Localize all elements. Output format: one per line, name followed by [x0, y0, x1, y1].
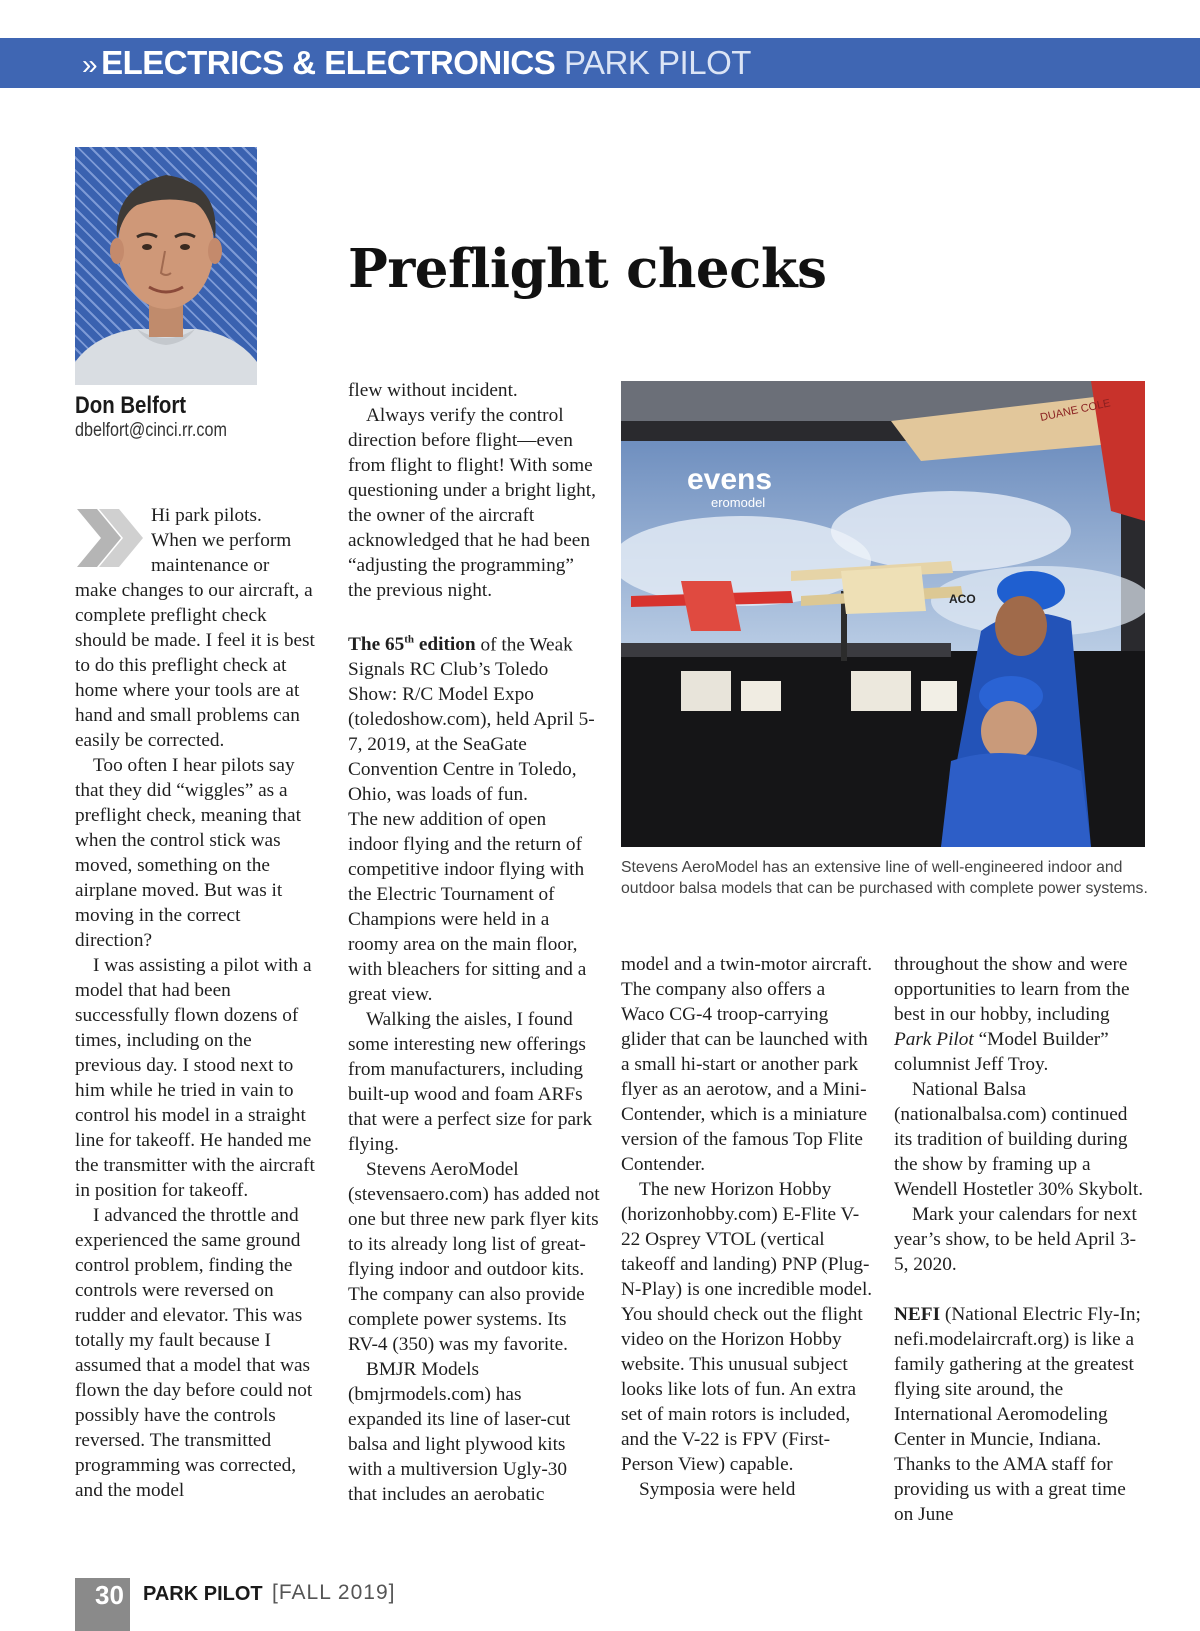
- author-photo: [75, 147, 257, 385]
- paragraph: Walking the aisles, I found some interesting new offerings from manufacturers, including built-up wood and foam ARFs that were a perfect size for park flying.: [348, 1009, 593, 1156]
- paragraph: National Balsa (nationalbalsa.com) continued its tradition of building during the show by framing up a Wendell Hostetler 30% Skybolt.: [894, 1079, 1144, 1200]
- paragraph: NEFI (National Electric Fly-In; nefi.modelaircraft.org) is like a family gathering at the greatest flying site around, the International Aeromodeling Center in Muncie, Indiana. Thanks to the AMA staff for providing us with a great time on June: [894, 1304, 1141, 1525]
- chevron-icon: »: [82, 49, 98, 80]
- paragraph: Hi park pilots.: [151, 505, 262, 526]
- paragraph: BMJR Models (bmjrmodels.com) has expanded its line of laser-cut balsa and light plywood kits with a multiversion Ugly-30 that includes an aerobatic: [348, 1359, 571, 1506]
- booth-illustration: [621, 381, 1145, 847]
- trade-show-photo: [621, 381, 1145, 847]
- column-1: [75, 503, 320, 1503]
- paragraph: When we perform: [151, 530, 292, 551]
- paragraph: maintenance or: [151, 555, 270, 576]
- paragraph: I was assisting a pilot with a model that had been successfully flown dozens of times, including on the previous day. I stood next to him while he tried in vain to control his model in a straight line for takeoff. He handed me the transmitter with the aircraft in position for takeoff.: [75, 955, 315, 1201]
- wing-text: DUANE COLE: [1039, 397, 1112, 424]
- italic-publication: Park Pilot: [894, 1029, 974, 1050]
- paragraph: The 65th edition of the Weak Signals RC Club’s Toledo Show: R/C Model Expo (toledoshow.com), held April 5-7, 2019, at the SeaGate Convention Centre in Toledo, Ohio, was loads of fun.: [348, 634, 595, 806]
- footer-issue: [FALL 2019]: [272, 1581, 396, 1604]
- author-email[interactable]: dbelfort@cinci.rr.com: [75, 420, 227, 441]
- author-name: Don Belfort: [75, 392, 187, 419]
- paragraph: Mark your calendars for next year’s show, to be held April 3-5, 2020.: [894, 1204, 1137, 1275]
- article-title: Preflight checks: [348, 238, 827, 300]
- bold-lead: The 65th edition: [348, 634, 476, 656]
- paragraph: throughout the show and were opportunities to learn from the best in our hobby, including Park Pilot “Model Builder” columnist Jeff Troy.: [894, 954, 1130, 1075]
- bold-lead: NEFI: [894, 1304, 941, 1325]
- footer-publication: PARK PILOT: [143, 1583, 263, 1605]
- paragraph: I advanced the throttle and experienced the same ground control problem, finding the controls were reversed on rudder and elevator. This was totally my fault because I assumed that a model that was flown the day before could not possibly have the controls reversed. The transmitted programming was corrected, and the model: [75, 1205, 313, 1501]
- paragraph: model and a twin-motor aircraft. The company also offers a Waco CG-4 troop-carrying glider that can be launched with a small hi-start or another park flyer as an aerotow, and a Mini-Contender, which is a miniature version of the famous Top Flite Contender.: [621, 954, 873, 1175]
- section-name: ELECTRICS & ELECTRONICS: [101, 44, 556, 81]
- booth-logo-text: evens: [687, 463, 773, 496]
- section-banner: [0, 38, 1200, 88]
- column-2: [348, 378, 600, 1507]
- paragraph: make changes to our aircraft, a complete preflight check should be made. I feel it is best to do this preflight check at home where your tools are at hand and small problems can easily be corrected.: [75, 580, 315, 751]
- booth-logo-subtext: eromodel: [711, 495, 766, 510]
- paragraph: flew without incident.: [348, 380, 518, 401]
- section-title: [82, 44, 751, 82]
- column-4: [894, 952, 1148, 1527]
- figure-caption: Stevens AeroModel has an extensive line of well-engineered indoor and outdoor balsa models that can be purchased with complete power systems.: [621, 859, 1148, 897]
- column-3: [621, 952, 873, 1502]
- author-portrait-illustration: [75, 147, 257, 385]
- section-publication-label: PARK PILOT: [563, 44, 751, 81]
- paragraph: Stevens AeroModel (stevensaero.com) has added not one but three new park flyer kits to its already long list of great-flying indoor and outdoor kits. The company can also provide complete power systems. Its RV-4 (350) was my favorite.: [348, 1159, 600, 1356]
- paragraph: Always verify the control direction before flight—even from flight to flight! With some questioning under a bright light, the owner of the aircraft acknowledged that he had been “adjusting the programming” the previous night.: [348, 405, 596, 601]
- paragraph: The new addition of open indoor flying and the return of competitive indoor flying with the Electric Tournament of Champions were held in a roomy area on the main floor, with bleachers for sitting and a great view.: [348, 809, 587, 1006]
- page-number: 30: [95, 1580, 124, 1610]
- fuselage-text: ACO: [949, 592, 976, 606]
- paragraph: Symposia were held: [639, 1479, 796, 1500]
- paragraph: The new Horizon Hobby (horizonhobby.com) E-Flite V-22 Osprey VTOL (vertical takeoff and landing) PNP (Plug-N-Play) is one incredible model. You should check out the flight video on the Horizon Hobby website. This unusual subject looks like lots of fun. An extra set of main rotors is included, and the V-22 is FPV (First-Person View) capable.: [621, 1179, 873, 1475]
- paragraph: Too often I hear pilots say that they did “wiggles” as a preflight check, meaning that when the control stick was moved, something on the airplane moved. But was it moving in the correct direction?: [75, 755, 301, 951]
